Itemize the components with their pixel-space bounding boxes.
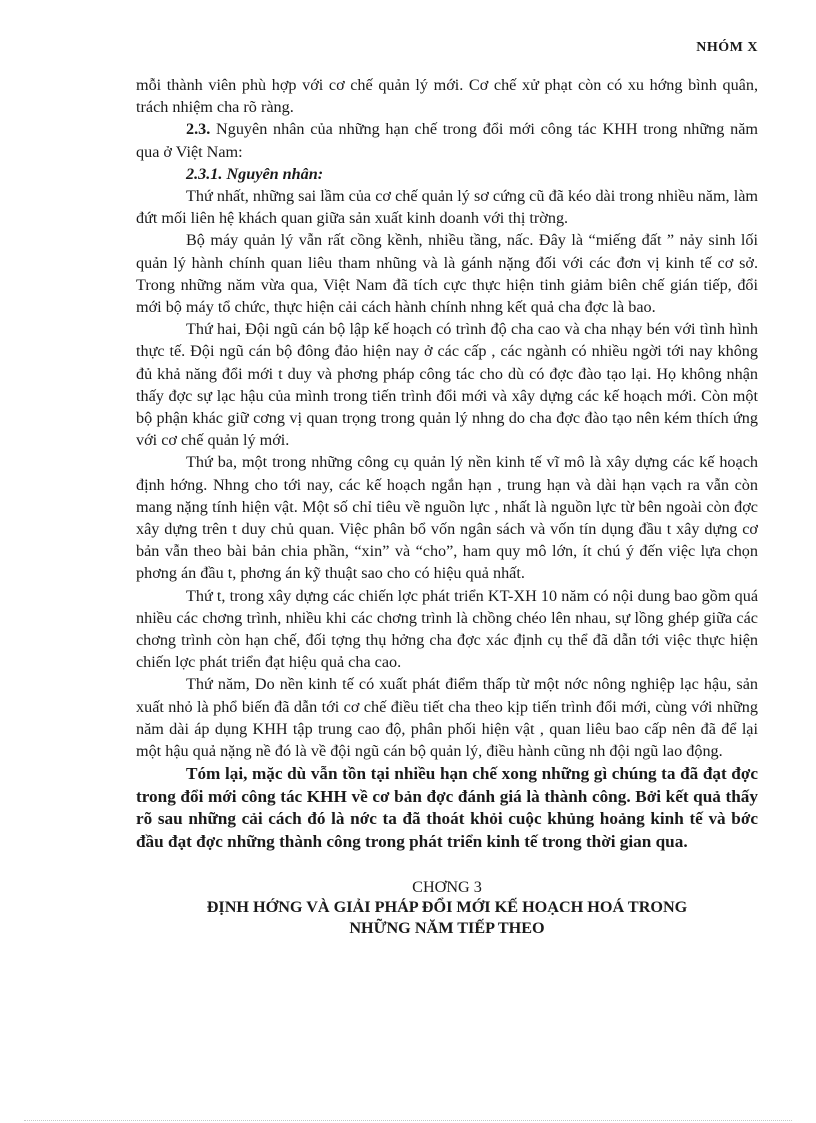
paragraph-fourth-reason: Thứ t, trong xây dựng các chiến lợc phát triển KT-XH 10 năm có nội dung bao gồm quá nhiều các chơng trình, nhiều khi các chơng trình là chồng chéo lên nhau, sự lồng ghép giữa các chơng trình còn hạn chế, đối tợng thụ hởng cha đợc xác định cụ thể đã dẫn tới việc thực hiện chiến lợc phát triển đạt hiệu quả cha cao. [136,586,758,672]
paragraph-third-reason: Thứ ba, một trong những công cụ quản lý nền kinh tế vĩ mô là xây dựng các kế hoạch định hớng. Nhng cho tới nay, các kế hoạch ngắn hạn , trung hạn và dài hạn vạch ra vẫn còn mang nặng tính hiện vật. Một số chỉ tiêu về nguồn lực , nhất là nguồn lực từ bên ngoài còn đợc xây dựng trên t duy chủ quan. Việc phân bổ vốn ngân sách và vốn tín dụng đầu t xây dựng cơ bản vẫn theo bài bản chia phần, “xin” và “cho”, ham quy mô lớn, ít chú ý đến việc lựa chọn phơng án đầu t, phơng án kỹ thuật sao cho có hiệu quả nhất. [136,453,758,583]
paragraph-fifth-reason: Thứ năm, Do nền kinh tế có xuất phát điểm thấp từ một nớc nông nghiệp lạc hậu, sản xuất nhỏ là phổ biến đã dẫn tới cơ chế điều tiết cha theo kịp tiến trình đổi mới, cùng với những năm dài áp dụng KHH tập trung cao độ, phân phối hiện vật , quan liêu bao cấp nên đã để lại một hậu quả nặng nề đó là về đội ngũ cán bộ quản lý, điều hành cũng nh đội ngũ lao động. [136,675,758,761]
subsection-heading-2-3-1: 2.3.1. Nguyên nhân: [186,164,324,183]
paragraph-continuation: mỗi thành viên phù hợp với cơ chế quản lý mới. Cơ chế xử phạt còn có xu hớng bình quân, trách nhiệm cha rõ ràng. [136,76,758,117]
chapter-title-line-1: ĐỊNH HỚNG VÀ GIẢI PHÁP ĐỔI MỚI KẾ HOẠCH HOÁ TRONG [206,898,688,917]
document-body [136,74,758,939]
paragraph-bureaucracy: Bộ máy quản lý vẫn rất cồng kềnh, nhiều tầng, nấc. Đây là “miếng đất ” nảy sinh lối quản lý hành chính quan liêu tham nhũng và là gánh nặng đối với các đơn vị kinh tế cơ sở. Trong những năm vừa qua, Việt Nam đã tích cực thực hiện tinh giảm biên chế gián tiếp, đổi mới bộ máy tổ chức, thực hiện cải cách hành chính nhng kết quả cha đợc là bao. [136,231,758,317]
section-heading-2-3 [136,118,758,162]
chapter-label: CHƠNG 3 [412,878,482,897]
chapter-title-line-2: NHỮNG NĂM TIẾP THEO [349,919,545,938]
page-bottom-divider [24,1120,792,1121]
paragraph-first-reason: Thứ nhất, những sai lầm của cơ chế quản lý sơ cứng cũ đã kéo dài trong nhiều năm, làm đứt mối liên hệ khách quan giữa sản xuất kinh doanh với thị trờng. [136,187,758,228]
summary-paragraph: Tóm lại, mặc dù vẫn tồn tại nhiều hạn chế xong những gì chúng ta đã đạt đợc trong đổi mới công tác KHH về cơ bản đợc đánh giá là thành công. Bởi kết quả thấy rõ sau những cải cách đó là nớc ta đã thoát khỏi cuộc khủng hoảng kinh tế và bớc đầu đạt đợc những thành công trong phát triển kinh tế trong thời gian qua. [136,764,758,851]
group-header: NHÓM X [696,40,758,55]
section-title: Nguyên nhân của những hạn chế trong đổi mới công tác KHH trong những năm qua ở Việt Nam: [136,120,758,161]
paragraph-second-reason: Thứ hai, Đội ngũ cán bộ lập kế hoạch có trình độ cha cao và cha nhạy bén với tình hình thực tế. Đội ngũ cán bộ đông đảo hiện nay ở các cấp , các ngành có nhiều ngời tới nay không đủ khả năng đổi mới t duy và phơng pháp công tác cho dù có đợc đào tạo lại. Họ không nhận thấy đợc sự lạc hậu của mình trong tiến trình đổi mới và xây dựng các kế hoạch mới. Còn một bộ phận khác giữ cơng vị quan trọng trong quản lý nhng do cha đợc đào tạo nên kém thích ứng với cơ chế quản lý mới. [136,320,758,450]
section-number: 2.3. [186,120,211,139]
